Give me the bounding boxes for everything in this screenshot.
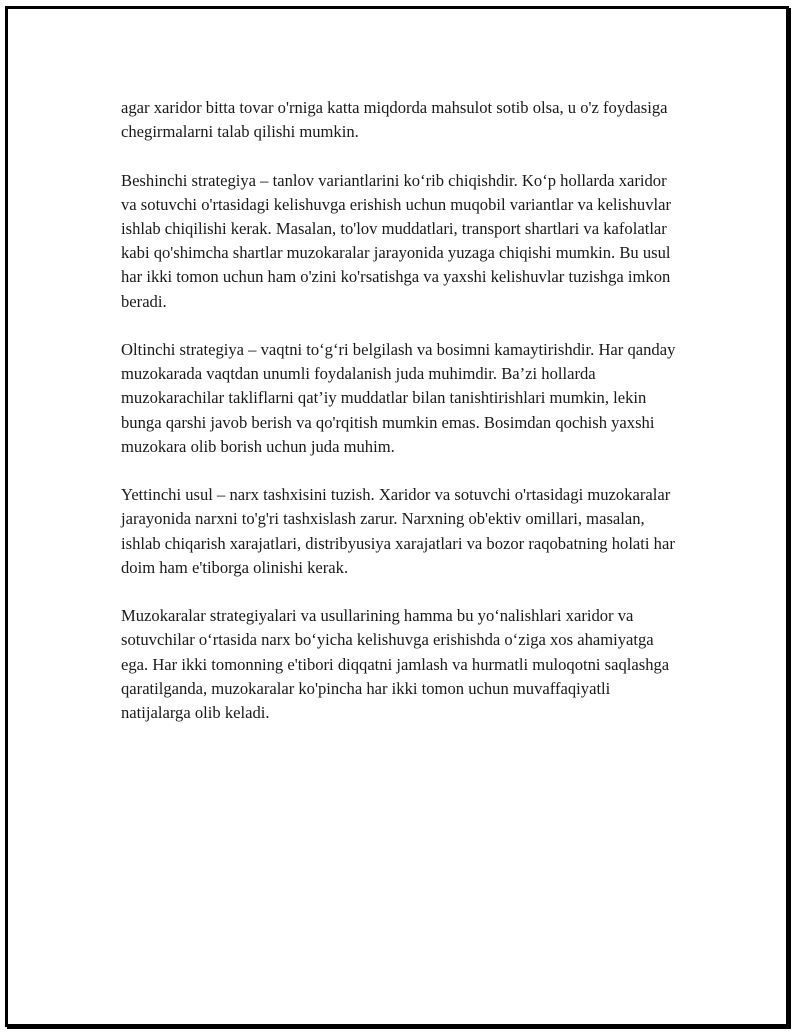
document-page — [5, 6, 789, 1027]
paragraph-seventh-method: Yettinchi usul – narx tashxisini tuzish. Xaridor va sotuvchi o'rtasidagi muzokaralar jarayonida narxni to'g'ri tashxislash zarur. Narxning ob'ektiv omillari, masalan, ishlab chiqarish xarajatlari, distribyusiya xarajatlari va bozor raqobatning holati har doim ham e'tiborga olinishi kerak. — [121, 485, 675, 577]
paragraph-discount: agar xaridor bitta tovar o'rniga katta miqdorda mahsulot sotib olsa, u o'z foydasiga chegirmalarni talab qilishi mumkin. — [121, 98, 668, 142]
paragraph-conclusion: Muzokaralar strategiyalari va usullarining hamma bu yo‘nalishlari xaridor va sotuvchilar o‘rtasida narx bo‘yicha kelishuvga erishishda o‘ziga xos ahamiyatga ega. Har ikki tomonning e'tibori diqqatni jamlash va hurmatli muloqotni saqlashga qaratilganda, muzokaralar ko'pincha har ikki tomon uchun muvaffaqiyatli natijalarga olib keladi. — [121, 606, 670, 723]
paragraph-fifth-strategy: Beshinchi strategiya – tanlov variantlarini ko‘rib chiqishdir. Ko‘p hollarda xaridor va sotuvchi o'rtasidagi kelishuvga erishish uchun muqobil variantlar va kelishuvlar ishlab chiqilishi kerak. Masalan, to'lov muddatlari, transport shartlari va kafolatlar kabi qo'shimcha shartlar muzokaralar jarayonida yuzaga chiqishi mumkin. Bu usul har ikki tomon uchun ham o'zini ko'rsatishga va yaxshi kelishuvlar tuzishga imkon beradi. — [121, 170, 672, 311]
paragraph-sixth-strategy: Oltinchi strategiya – vaqtni to‘g‘ri belgilash va bosimni kamaytirishdir. Har qanday muzokarada vaqtdan unumli foydalanish juda muhimdir. Ba’zi hollarda muzokarachilar takliflarni qat’iy muddatlar bilan tanishtirishlari mumkin, lekin bunga qarshi javob berish va qo'rqitish mumkin emas. Bosimdan qochish yaxshi muzokara olib borish uchun juda muhim. — [121, 340, 676, 456]
document-body — [121, 96, 681, 749]
